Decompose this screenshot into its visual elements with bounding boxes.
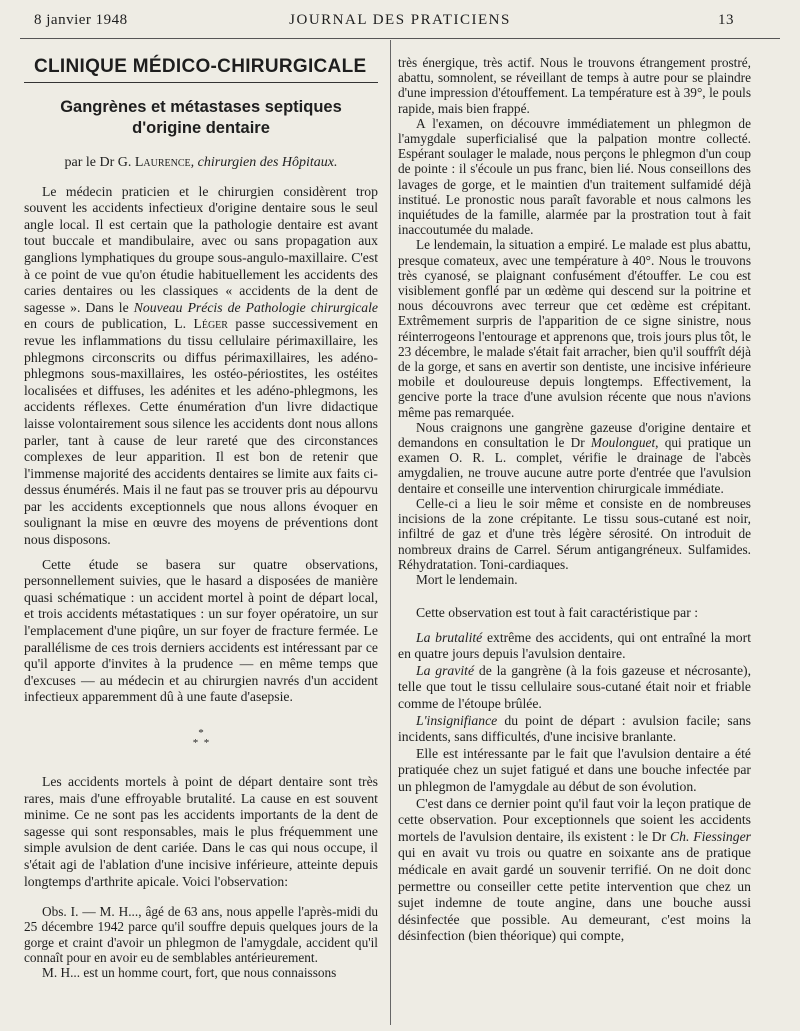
paragraph-study: Cette étude se basera sur quatre observations, personnellement suivies, que le hasard a disposées de manière quasi schématique : un accident mortel à point de départ local, et trois accidents métastatiques : un sur foyer opératoire, un sur l'emplacement d'une piqûre, un sur foyer de fracture fermée. Le parallélisme de ces trois derniers accidents est intéressant par ce qu'il apporte d'invites à la prudence — en même temps que d'excuses — au médecin et au chirurgien navrés d'un accident infectieux apparemment dû à une faute d'asepsie. (24, 556, 378, 705)
header-rule (20, 38, 780, 39)
page-number: 13 (718, 12, 734, 28)
paragraph-r9: La gravité de la gangrène (à la fois gazeuse et nécrosante), telle que tout le tissu cellulaire sous-cutané était noir et friable comme de l'étoupe brûlée. (398, 662, 751, 712)
paragraph-r12: C'est dans ce dernier point qu'il faut voir la leçon pratique de cette observation. Pour exceptionnels que soient les accidents mortels de l'avulsion dentaire, ils existent : le Dr Ch. Fiessinger qui en avait vu trois ou quatre en soixante ans de pratique médicale en avait gardé un souvenir terrifié. On ne doit donc permettre ou conseiller cette petite intervention que chez un sujet indemne de toute angine, dans une bouche aussi désinfectée que possible. Au demeurant, c'est moins la désinfection (bien théorique) qui compte, (398, 795, 751, 944)
paragraph-r11: Elle est intéressante par le fait que l'avulsion dentaire a été pratiquée chez un sujet fatigué et dans une bouche infectée par un phlegmon de l'amygdale au début de son évolution. (398, 745, 751, 795)
page-header (0, 0, 800, 40)
section-rule (24, 82, 378, 83)
section-separator: * * * (192, 727, 210, 749)
byline-prefix: par le Dr G. (64, 155, 132, 170)
article-title-line2: d'origine dentaire (132, 119, 270, 137)
section-heading: CLINIQUE MÉDICO-CHIRURGICALE (34, 56, 367, 77)
paragraph-accidents: Les accidents mortels à point de départ dentaire sont très rares, mais d'une effroyable brutalité. La cause en est souvent minime. Ce ne sont pas les accidents importants de la dent de sagesse qui sont responsables, mais le plus fréquemment une simple avulsion de dent cariée. Dans le cas qui nous occupe, il s'était agi de l'ablation d'une incisive inférieure, atteinte depuis longtemps d'arthrite apicale. Voici l'observation: (24, 774, 378, 889)
paragraph-r2: A l'examen, on découvre immédiatement un phlegmon de l'amygdale superficialisé que la palpation montre collecté. Espérant soulager le malade, nous perçons le phlegmon d'un coup de pointe : il s'écoule un pus franc, bien lié. Nous conseillons des lavages de gorge, et le maintien d'un traitement sulfamidé déjà institué. Le pronostic nous paraît favorable et nous calmons les inquiétudes de la famille, alarmée par la prostration tout à fait inaccoutumée du malade. (398, 115, 751, 238)
byline (24, 155, 378, 172)
paragraph-r4: Nous craignons une gangrène gazeuse d'origine dentaire et demandons en consultation le Dr Moulonguet, qui pratique un examen O. R. L. complet, vérifie le drainage de l'abcès amygdalien, ne trouve aucune autre porte d'entrée que l'avulsion dentaire et conseille une intervention chirurgicale immédiate. (398, 419, 751, 496)
issue-date: 8 janvier 1948 (34, 12, 128, 28)
paragraph-r3: Le lendemain, la situation a empiré. Le malade est plus abattu, presque comateux, avec une température à 40°. Nous le trouvons très cyanosé, se plaignant confusément d'étouffer. Le cou est visiblement gonflé par un œdème qui descend sur la poitrine et nous découvrons avec terreur que cet œdème est crépitant. Extrêmement surpris de l'apparition de ce signe sinistre, nous réinterrogeons l'entourage et apprenons que, trois jours plus tôt, le 23 décembre, le malade s'était fait arracher, bien qu'il souffrît déjà de la gorge, et sans en avertir son dentiste, une incisive inférieure mobile et douloureuse depuis longtemps. Effectivement, la gencive porte la trace d'une avulsion récente que nous n'avions même pas remarquée. (398, 237, 751, 420)
article-title-line1: Gangrènes et métastases septiques (60, 98, 342, 116)
author-name: Laurence (134, 155, 191, 170)
right-column (398, 55, 751, 945)
observation-1: Obs. I. — M. H..., âgé de 63 ans, nous appelle l'après-midi du 25 décembre 1942 parce qu'il souffre depuis quelques jours de la gorge et craint d'avoir un phlegmon de l'amygdale, accident qu'il connaît pour en avoir eu de semblables antérieurement. (24, 904, 378, 965)
paragraph-r5: Celle-ci a lieu le soir même et consiste en de nombreuses incisions de la zone crépitante. Le tissu sous-cutané est noir, infiltré de gaz et d'une très légère sérosité. On introduit de nombreux drains de Carrel. Sérum antigangréneux. Sulfamides. Réhydratation. Toni-cardiaques. (398, 495, 751, 572)
paragraph-r6: Mort le lendemain. (416, 571, 518, 587)
paragraph-intro: Le médecin praticien et le chirurgien considèrent trop souvent les accidents infectieux d'origine dentaire sous le seul angle local. Il est certain que la pathologie dentaire est avant tout buccale et mandibulaire, avec ou sans propagation aux ganglions lymphatiques du groupe sous-angulo-maxillaire. C'est à ce point de vue qu'on étudie habituellement les accidents des caries dentaires ou les classiques « accidents de la dent de sagesse ». Dans le Nouveau Précis de Pathologie chirurgicale en cours de publication, L. Léger passe successivement en revue les inflammations du tissu cellulaire périmaxillaire, les phlegmons circonscrits ou diffus périmaxillaires, les adéno-phlegmons sous-maxillaires, les ostéo-périostites, les ostéites localisées et diffuses, les adénites et les adéno-phlegmons, les accidents réflexes. Cette énumération d'un livre didactique laisse volontairement sous silence les accidents dont nous allons parler, tant à cause de leur rareté que des circonstances complexes de leur apparition. Il est bon de retenir que l'immense majorité des accidents dentaires se limite aux faits ci-dessus énumérés. Mais il ne faut pas se trouver pris au dépourvu par les accidents exceptionnels que nous allons évoquer en soulignant la mise en œuvre des moyens de préventions dont nous disposons. (24, 183, 379, 548)
observation-1-cont: M. H... est un homme court, fort, que nous connaissons (42, 964, 337, 980)
journal-title: JOURNAL DES PRATICIENS (289, 12, 511, 28)
author-title: , chirurgien des Hôpitaux. (190, 155, 338, 170)
paragraph-r7: Cette observation est tout à fait caractéristique par : (416, 605, 699, 621)
article-title (24, 97, 378, 139)
paragraph-r1: très énergique, très actif. Nous le trouvons étrangement prostré, abattu, somnolent, se réveillant de temps à autre pour se plaindre d'une impression d'étouffement. La température est à 39°, le pouls rapide, mais bien frappé. (398, 55, 751, 116)
paragraph-r10: L'insignifiance du point de départ : avulsion facile; sans incidents, sans difficultés, d'une incisive branlante. (398, 712, 751, 745)
paragraph-r8: La brutalité extrême des accidents, qui ont entraîné la mort en quatre jours depuis l'avulsion dentaire. (398, 629, 752, 662)
column-divider (390, 40, 391, 1025)
left-column (24, 46, 378, 980)
